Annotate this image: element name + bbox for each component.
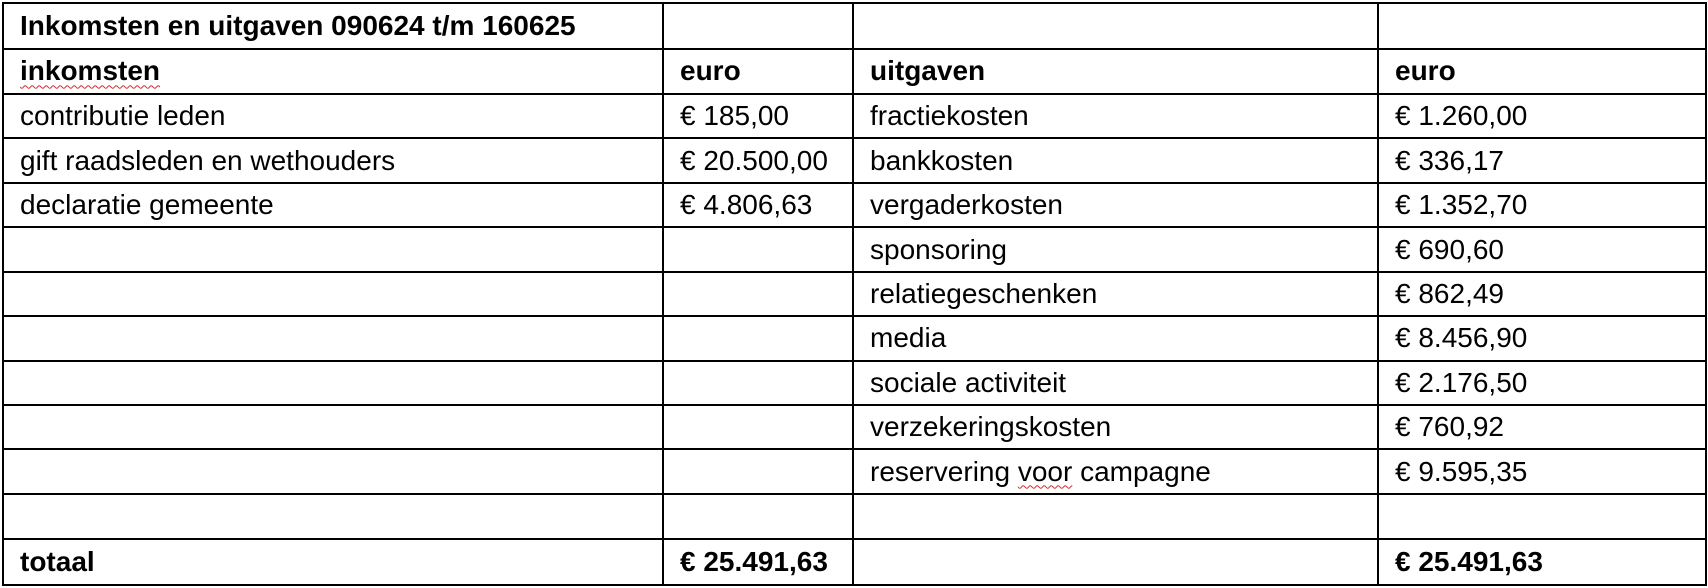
income-amount: € 20.500,00 — [663, 138, 853, 182]
empty-cell — [3, 449, 663, 493]
expense-label: media — [853, 316, 1378, 360]
empty-cell — [663, 227, 853, 271]
expense-amount: € 1.260,00 — [1378, 94, 1706, 138]
table-row — [3, 272, 1706, 316]
empty-cell — [1378, 494, 1706, 540]
expense-amount: € 336,17 — [1378, 138, 1706, 182]
expense-label — [853, 449, 1378, 493]
empty-cell — [663, 3, 853, 49]
table-row — [3, 183, 1706, 227]
income-label: declaratie gemeente — [3, 183, 663, 227]
expense-amount: € 760,92 — [1378, 405, 1706, 449]
empty-cell — [663, 272, 853, 316]
expense-amount: € 1.352,70 — [1378, 183, 1706, 227]
empty-cell — [663, 316, 853, 360]
empty-cell — [853, 494, 1378, 540]
empty-cell — [3, 272, 663, 316]
empty-cell — [1378, 3, 1706, 49]
totals-row — [3, 539, 1706, 585]
income-amount: € 4.806,63 — [663, 183, 853, 227]
spacer-row — [3, 494, 1706, 540]
empty-cell — [853, 539, 1378, 585]
empty-cell — [663, 494, 853, 540]
expense-label: relatiegeschenken — [853, 272, 1378, 316]
expense-label: bankkosten — [853, 138, 1378, 182]
expense-header: uitgaven — [853, 49, 1378, 95]
empty-cell — [3, 361, 663, 405]
spellcheck-flagged-word: voor — [1017, 455, 1073, 487]
table-row — [3, 361, 1706, 405]
expense-label: verzekeringskosten — [853, 405, 1378, 449]
income-total: € 25.491,63 — [663, 539, 853, 585]
expense-amount: € 9.595,35 — [1378, 449, 1706, 493]
empty-cell — [663, 405, 853, 449]
expense-unit-header: euro — [1378, 49, 1706, 95]
income-label: gift raadsleden en wethouders — [3, 138, 663, 182]
empty-cell — [3, 494, 663, 540]
table-row — [3, 316, 1706, 360]
expense-amount: € 690,60 — [1378, 227, 1706, 271]
expense-amount: € 2.176,50 — [1378, 361, 1706, 405]
expense-label: sociale activiteit — [853, 361, 1378, 405]
expense-amount: € 8.456,90 — [1378, 316, 1706, 360]
header-row — [3, 49, 1706, 95]
empty-cell — [663, 361, 853, 405]
empty-cell — [3, 227, 663, 271]
empty-cell — [3, 405, 663, 449]
table-title: Inkomsten en uitgaven 090624 t/m 160625 — [3, 3, 663, 49]
income-header: inkomsten — [20, 55, 161, 87]
totals-label: totaal — [3, 539, 663, 585]
empty-cell — [853, 3, 1378, 49]
expense-label-part: reservering — [870, 455, 1018, 487]
table-row — [3, 94, 1706, 138]
income-label: contributie leden — [3, 94, 663, 138]
expense-amount: € 862,49 — [1378, 272, 1706, 316]
empty-cell — [3, 316, 663, 360]
table-row — [3, 138, 1706, 182]
table-row — [3, 449, 1706, 493]
expense-total: € 25.491,63 — [1378, 539, 1706, 585]
income-unit-header: euro — [663, 49, 853, 95]
finance-table — [2, 2, 1707, 586]
table-row — [3, 405, 1706, 449]
expense-label: vergaderkosten — [853, 183, 1378, 227]
empty-cell — [663, 449, 853, 493]
expense-label-part: campagne — [1072, 455, 1211, 487]
expense-label: fractiekosten — [853, 94, 1378, 138]
title-row — [3, 3, 1706, 49]
table-row — [3, 227, 1706, 271]
income-amount: € 185,00 — [663, 94, 853, 138]
income-header-cell — [3, 49, 663, 95]
expense-label: sponsoring — [853, 227, 1378, 271]
